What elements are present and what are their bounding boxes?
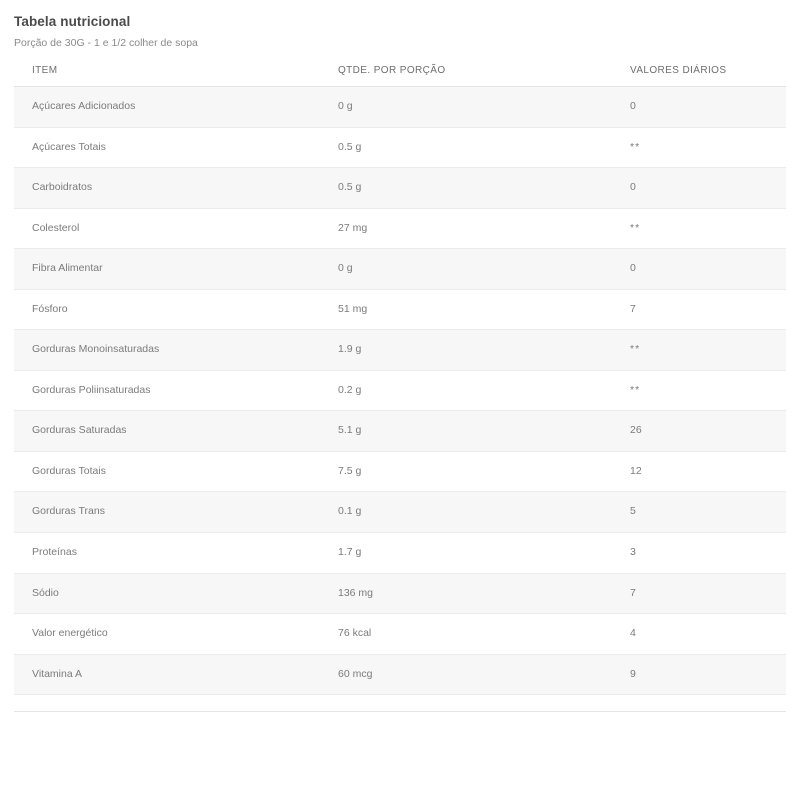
table-row xyxy=(14,208,786,249)
cell-daily-value: 12 xyxy=(612,451,786,492)
table-row xyxy=(14,168,786,209)
cell-item: Gorduras Saturadas xyxy=(14,411,320,452)
cell-quantity: 136 mg xyxy=(320,573,612,614)
page-title: Tabela nutricional xyxy=(14,14,131,29)
cell-daily-value: 7 xyxy=(612,573,786,614)
cell-quantity: 76 kcal xyxy=(320,614,612,655)
table-row xyxy=(14,533,786,574)
cell-quantity: 1.9 g xyxy=(320,330,612,371)
table-row xyxy=(14,127,786,168)
cell-item: Carboidratos xyxy=(14,168,320,209)
cell-daily-value: 3 xyxy=(612,533,786,574)
cell-daily-value: 5 xyxy=(612,492,786,533)
column-header-quantity: QTDE. POR PORÇÃO xyxy=(320,59,612,87)
cell-daily-value: ** xyxy=(612,330,786,371)
cell-daily-value: ** xyxy=(612,127,786,168)
cell-item: Valor energético xyxy=(14,614,320,655)
cell-item: Açúcares Totais xyxy=(14,127,320,168)
table-row xyxy=(14,370,786,411)
table-header xyxy=(14,59,786,87)
cell-quantity: 0 g xyxy=(320,249,612,290)
cell-quantity: 0.1 g xyxy=(320,492,612,533)
cell-daily-value: 0 xyxy=(612,249,786,290)
cell-item: Açúcares Adicionados xyxy=(14,87,320,128)
table-row xyxy=(14,289,786,330)
table-row xyxy=(14,87,786,128)
table-row xyxy=(14,614,786,655)
table-row xyxy=(14,573,786,614)
column-header-daily-values: VALORES DIÁRIOS xyxy=(612,59,786,87)
cell-item: Colesterol xyxy=(14,208,320,249)
table-row xyxy=(14,451,786,492)
cell-quantity: 0.2 g xyxy=(320,370,612,411)
table-header-row xyxy=(14,59,786,87)
cell-quantity: 51 mg xyxy=(320,289,612,330)
cell-daily-value: 7 xyxy=(612,289,786,330)
cell-daily-value: 0 xyxy=(612,87,786,128)
table-row xyxy=(14,654,786,695)
cell-quantity: 27 mg xyxy=(320,208,612,249)
cell-quantity: 5.1 g xyxy=(320,411,612,452)
portion-description: Porção de 30G - 1 e 1/2 colher de sopa xyxy=(14,37,198,49)
cell-quantity: 60 mcg xyxy=(320,654,612,695)
cell-item: Sódio xyxy=(14,573,320,614)
cell-item: Gorduras Trans xyxy=(14,492,320,533)
cell-quantity: 0.5 g xyxy=(320,127,612,168)
cell-item: Gorduras Totais xyxy=(14,451,320,492)
table-row xyxy=(14,249,786,290)
cell-quantity: 0.5 g xyxy=(320,168,612,209)
cell-daily-value: ** xyxy=(612,370,786,411)
cell-quantity: 7.5 g xyxy=(320,451,612,492)
column-header-item: ITEM xyxy=(14,59,320,87)
cell-quantity: 0 g xyxy=(320,87,612,128)
cell-daily-value: 0 xyxy=(612,168,786,209)
cell-daily-value: 26 xyxy=(612,411,786,452)
table-row xyxy=(14,330,786,371)
cell-daily-value: 9 xyxy=(612,654,786,695)
cell-item: Gorduras Poliinsaturadas xyxy=(14,370,320,411)
table-body xyxy=(14,87,786,695)
cell-item: Fibra Alimentar xyxy=(14,249,320,290)
nutrition-table xyxy=(14,59,786,695)
cell-daily-value: ** xyxy=(612,208,786,249)
cell-daily-value: 4 xyxy=(612,614,786,655)
cell-item: Fósforo xyxy=(14,289,320,330)
table-row xyxy=(14,492,786,533)
cell-quantity: 1.7 g xyxy=(320,533,612,574)
cell-item: Vitamina A xyxy=(14,654,320,695)
cell-item: Proteínas xyxy=(14,533,320,574)
table-row xyxy=(14,411,786,452)
section-divider xyxy=(14,711,786,712)
cell-item: Gorduras Monoinsaturadas xyxy=(14,330,320,371)
